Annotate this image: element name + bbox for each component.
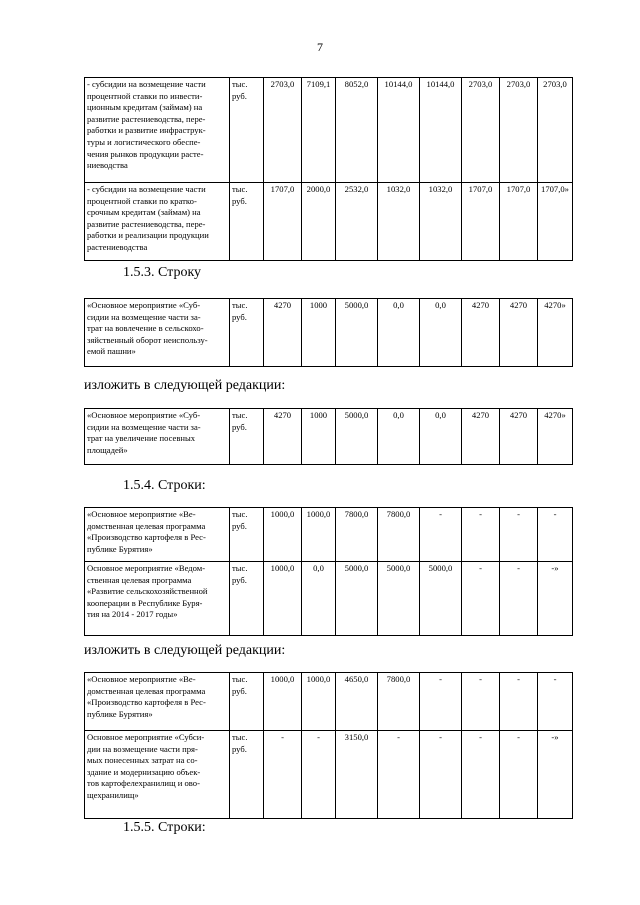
value-cell: 0,0 xyxy=(378,299,420,367)
value-cell: - xyxy=(378,731,420,819)
substitution-text-2: изложить в следующей редакции: xyxy=(84,643,286,658)
value-cell: 4270 xyxy=(500,409,538,465)
value-cell: - xyxy=(420,673,462,731)
value-cell: -» xyxy=(538,562,573,636)
value-cell: 2532,0 xyxy=(336,183,378,261)
value-cell: - xyxy=(500,562,538,636)
value-cell: 1000,0 xyxy=(264,673,302,731)
heading-1-5-4: 1.5.4. Строки: xyxy=(123,478,206,493)
value-cell: 7800,0 xyxy=(336,508,378,562)
value-cell: - xyxy=(420,731,462,819)
value-cell: 2000,0 xyxy=(302,183,336,261)
table-1 xyxy=(84,77,573,261)
row-label: - субсидии на возмещение части процентной ставки по кратко- срочным кредитам (займам) на развитие растениеводства, пере- работки и реализации продукции растениеводства xyxy=(85,183,230,261)
value-cell: 1000 xyxy=(302,409,336,465)
value-cell: - xyxy=(462,508,500,562)
value-cell: 7109,1 xyxy=(302,78,336,183)
unit-cell: тыс. руб. xyxy=(230,731,264,819)
row-label: «Основное мероприятие «Ве- домственная целевая программа «Производство картофеля в Рес- публике Бурятия» xyxy=(85,673,230,731)
value-cell: 4270» xyxy=(538,299,573,367)
value-cell: - xyxy=(462,562,500,636)
value-cell: 5000,0 xyxy=(378,562,420,636)
unit-cell: тыс. руб. xyxy=(230,673,264,731)
value-cell: 10144,0 xyxy=(378,78,420,183)
value-cell: 4270 xyxy=(264,299,302,367)
value-cell: -» xyxy=(538,731,573,819)
row-label: - субсидии на возмещение части процентной ставки по инвести- ционным кредитам (займам) на развитие растениеводства, пере- работки и развитие инфраструк- туры и логистического обеспе- чения рынков продукции расте- ниеводства xyxy=(85,78,230,183)
value-cell: 5000,0 xyxy=(336,409,378,465)
row-label: «Основное мероприятие «Суб- сидии на возмещение части за- трат на увеличение посевных площадей» xyxy=(85,409,230,465)
value-cell: 10144,0 xyxy=(420,78,462,183)
value-cell: 8052,0 xyxy=(336,78,378,183)
value-cell: 4270 xyxy=(462,409,500,465)
substitution-text-1: изложить в следующей редакции: xyxy=(84,378,286,393)
row-label: «Основное мероприятие «Суб- сидии на возмещение части за- трат на вовлечение в сельскохо- зяйственный оборот неиспользу- емой пашни» xyxy=(85,299,230,367)
value-cell: 1000,0 xyxy=(302,673,336,731)
value-cell: 4270 xyxy=(264,409,302,465)
value-cell: - xyxy=(500,731,538,819)
value-cell: 5000,0 xyxy=(336,562,378,636)
unit-cell: тыс. руб. xyxy=(230,562,264,636)
page-number: 7 xyxy=(317,40,323,54)
value-cell: - xyxy=(302,731,336,819)
value-cell: 1707,0» xyxy=(538,183,573,261)
value-cell: 0,0 xyxy=(302,562,336,636)
table-4 xyxy=(84,507,573,636)
value-cell: 3150,0 xyxy=(336,731,378,819)
value-cell: 7800,0 xyxy=(378,508,420,562)
value-cell: 4650,0 xyxy=(336,673,378,731)
value-cell: 2703,0 xyxy=(264,78,302,183)
value-cell: 5000,0 xyxy=(336,299,378,367)
value-cell: 2703,0 xyxy=(500,78,538,183)
heading-1-5-5: 1.5.5. Строки: xyxy=(123,820,206,835)
value-cell: 0,0 xyxy=(420,409,462,465)
table-row xyxy=(85,78,573,183)
value-cell: 1000 xyxy=(302,299,336,367)
value-cell: 1000,0 xyxy=(264,562,302,636)
value-cell: 4270 xyxy=(500,299,538,367)
value-cell: 0,0 xyxy=(378,409,420,465)
value-cell: - xyxy=(462,673,500,731)
value-cell: - xyxy=(420,508,462,562)
value-cell: 1707,0 xyxy=(500,183,538,261)
unit-cell: тыс. руб. xyxy=(230,508,264,562)
value-cell: 4270 xyxy=(462,299,500,367)
value-cell: 0,0 xyxy=(420,299,462,367)
table-row xyxy=(85,673,573,731)
row-label: Основное мероприятие «Ведом- ственная целевая программа «Развитие сельскохозяйственной кооперации в Республике Буря- тия на 2014 - 2017 годы» xyxy=(85,562,230,636)
value-cell: - xyxy=(500,673,538,731)
value-cell: 5000,0 xyxy=(420,562,462,636)
table-row xyxy=(85,409,573,465)
unit-cell: тыс. руб. xyxy=(230,78,264,183)
value-cell: 2703,0 xyxy=(462,78,500,183)
table-row xyxy=(85,299,573,367)
value-cell: 1707,0 xyxy=(462,183,500,261)
table-5 xyxy=(84,672,573,819)
value-cell: - xyxy=(500,508,538,562)
table-row xyxy=(85,183,573,261)
table-row xyxy=(85,562,573,636)
value-cell: 1032,0 xyxy=(420,183,462,261)
row-label: «Основное мероприятие «Ве- домственная целевая программа «Производство картофеля в Рес- публике Бурятия» xyxy=(85,508,230,562)
unit-cell: тыс. руб. xyxy=(230,409,264,465)
value-cell: 2703,0 xyxy=(538,78,573,183)
value-cell: - xyxy=(538,508,573,562)
unit-cell: тыс. руб. xyxy=(230,183,264,261)
value-cell: 1000,0 xyxy=(302,508,336,562)
value-cell: 7800,0 xyxy=(378,673,420,731)
heading-1-5-3: 1.5.3. Строку xyxy=(123,265,202,280)
table-row xyxy=(85,731,573,819)
value-cell: - xyxy=(264,731,302,819)
value-cell: 4270» xyxy=(538,409,573,465)
value-cell: 1000,0 xyxy=(264,508,302,562)
row-label: Основное мероприятие «Субси- дии на возмещение части пря- мых понесенных затрат на со- здание и модернизацию объек- тов картофелехранилищ и ово- щехранилищ» xyxy=(85,731,230,819)
value-cell: - xyxy=(538,673,573,731)
unit-cell: тыс. руб. xyxy=(230,299,264,367)
value-cell: 1707,0 xyxy=(264,183,302,261)
value-cell: - xyxy=(462,731,500,819)
table-3 xyxy=(84,408,573,465)
table-2 xyxy=(84,298,573,367)
table-row xyxy=(85,508,573,562)
value-cell: 1032,0 xyxy=(378,183,420,261)
